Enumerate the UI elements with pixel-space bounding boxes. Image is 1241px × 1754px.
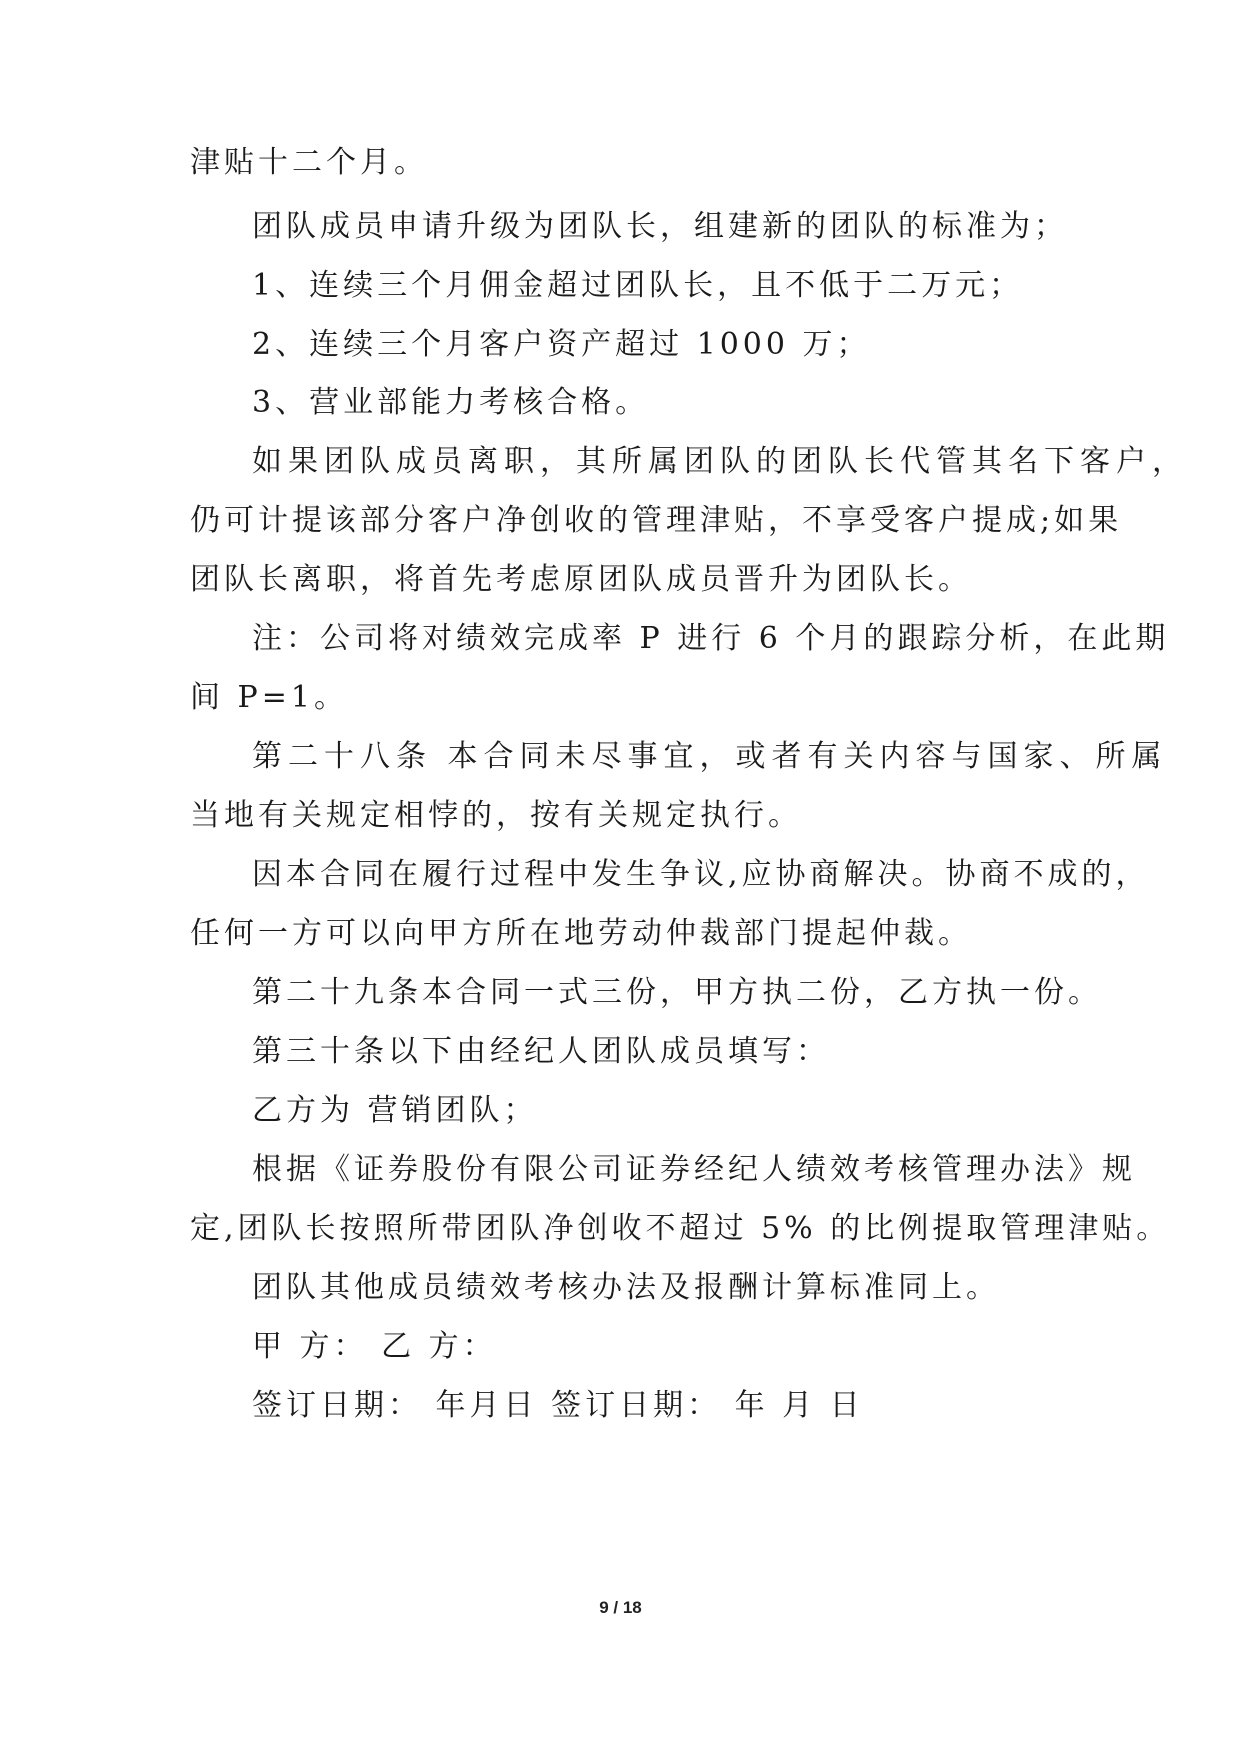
text-line-continuation: 津贴十二个月。 bbox=[190, 145, 428, 180]
regulation-line-2: 定,团队长按照所带团队净创收不超过 5% 的比例提取管理津贴。 bbox=[190, 1211, 1171, 1246]
list-item-1: 1、连续三个月佣金超过团队长，且不低于二万元； bbox=[252, 268, 1024, 303]
signature-parties: 甲 方： 乙 方： bbox=[252, 1329, 497, 1364]
note-line-1: 注：公司将对绩效完成率 P 进行 6 个月的跟踪分析，在此期 bbox=[252, 621, 1170, 656]
list-item-2: 2、连续三个月客户资产超过 1000 万； bbox=[252, 327, 871, 362]
paragraph-member-leave-line-1: 如果团队成员离职，其所属团队的团队长代管其名下客户， bbox=[252, 444, 1188, 479]
paragraph-upgrade-standard: 团队成员申请升级为团队长，组建新的团队的标准为； bbox=[252, 209, 1068, 244]
other-members-standard: 团队其他成员绩效考核办法及报酬计算标准同上。 bbox=[252, 1270, 1000, 1305]
list-item-3: 3、营业部能力考核合格。 bbox=[252, 385, 650, 420]
party-b-team: 乙方为 营销团队； bbox=[252, 1093, 538, 1128]
paragraph-member-leave-line-2: 仍可计提该部分客户净创收的管理津贴，不享受客户提成;如果 bbox=[190, 503, 1123, 538]
regulation-line-1: 根据《证券股份有限公司证券经纪人绩效考核管理办法》规 bbox=[252, 1152, 1136, 1187]
dispute-line-1: 因本合同在履行过程中发生争议,应协商解决。协商不成的， bbox=[252, 857, 1150, 892]
signing-dates: 签订日期： 年月日 签订日期： 年 月 日 bbox=[252, 1388, 864, 1423]
article-28-line-1: 第二十八条 本合同未尽事宜，或者有关内容与国家、所属 bbox=[252, 739, 1168, 774]
article-30: 第三十条以下由经纪人团队成员填写： bbox=[252, 1034, 830, 1069]
note-line-2: 间 P=1。 bbox=[190, 680, 348, 715]
page-number: 9 / 18 bbox=[599, 1598, 642, 1617]
article-29: 第二十九条本合同一式三份，甲方执二份，乙方执一份。 bbox=[252, 975, 1102, 1010]
article-28-line-2: 当地有关规定相悖的，按有关规定执行。 bbox=[190, 798, 802, 833]
dispute-line-2: 任何一方可以向甲方所在地劳动仲裁部门提起仲裁。 bbox=[190, 916, 972, 951]
paragraph-member-leave-line-3: 团队长离职，将首先考虑原团队成员晋升为团队长。 bbox=[190, 562, 972, 597]
